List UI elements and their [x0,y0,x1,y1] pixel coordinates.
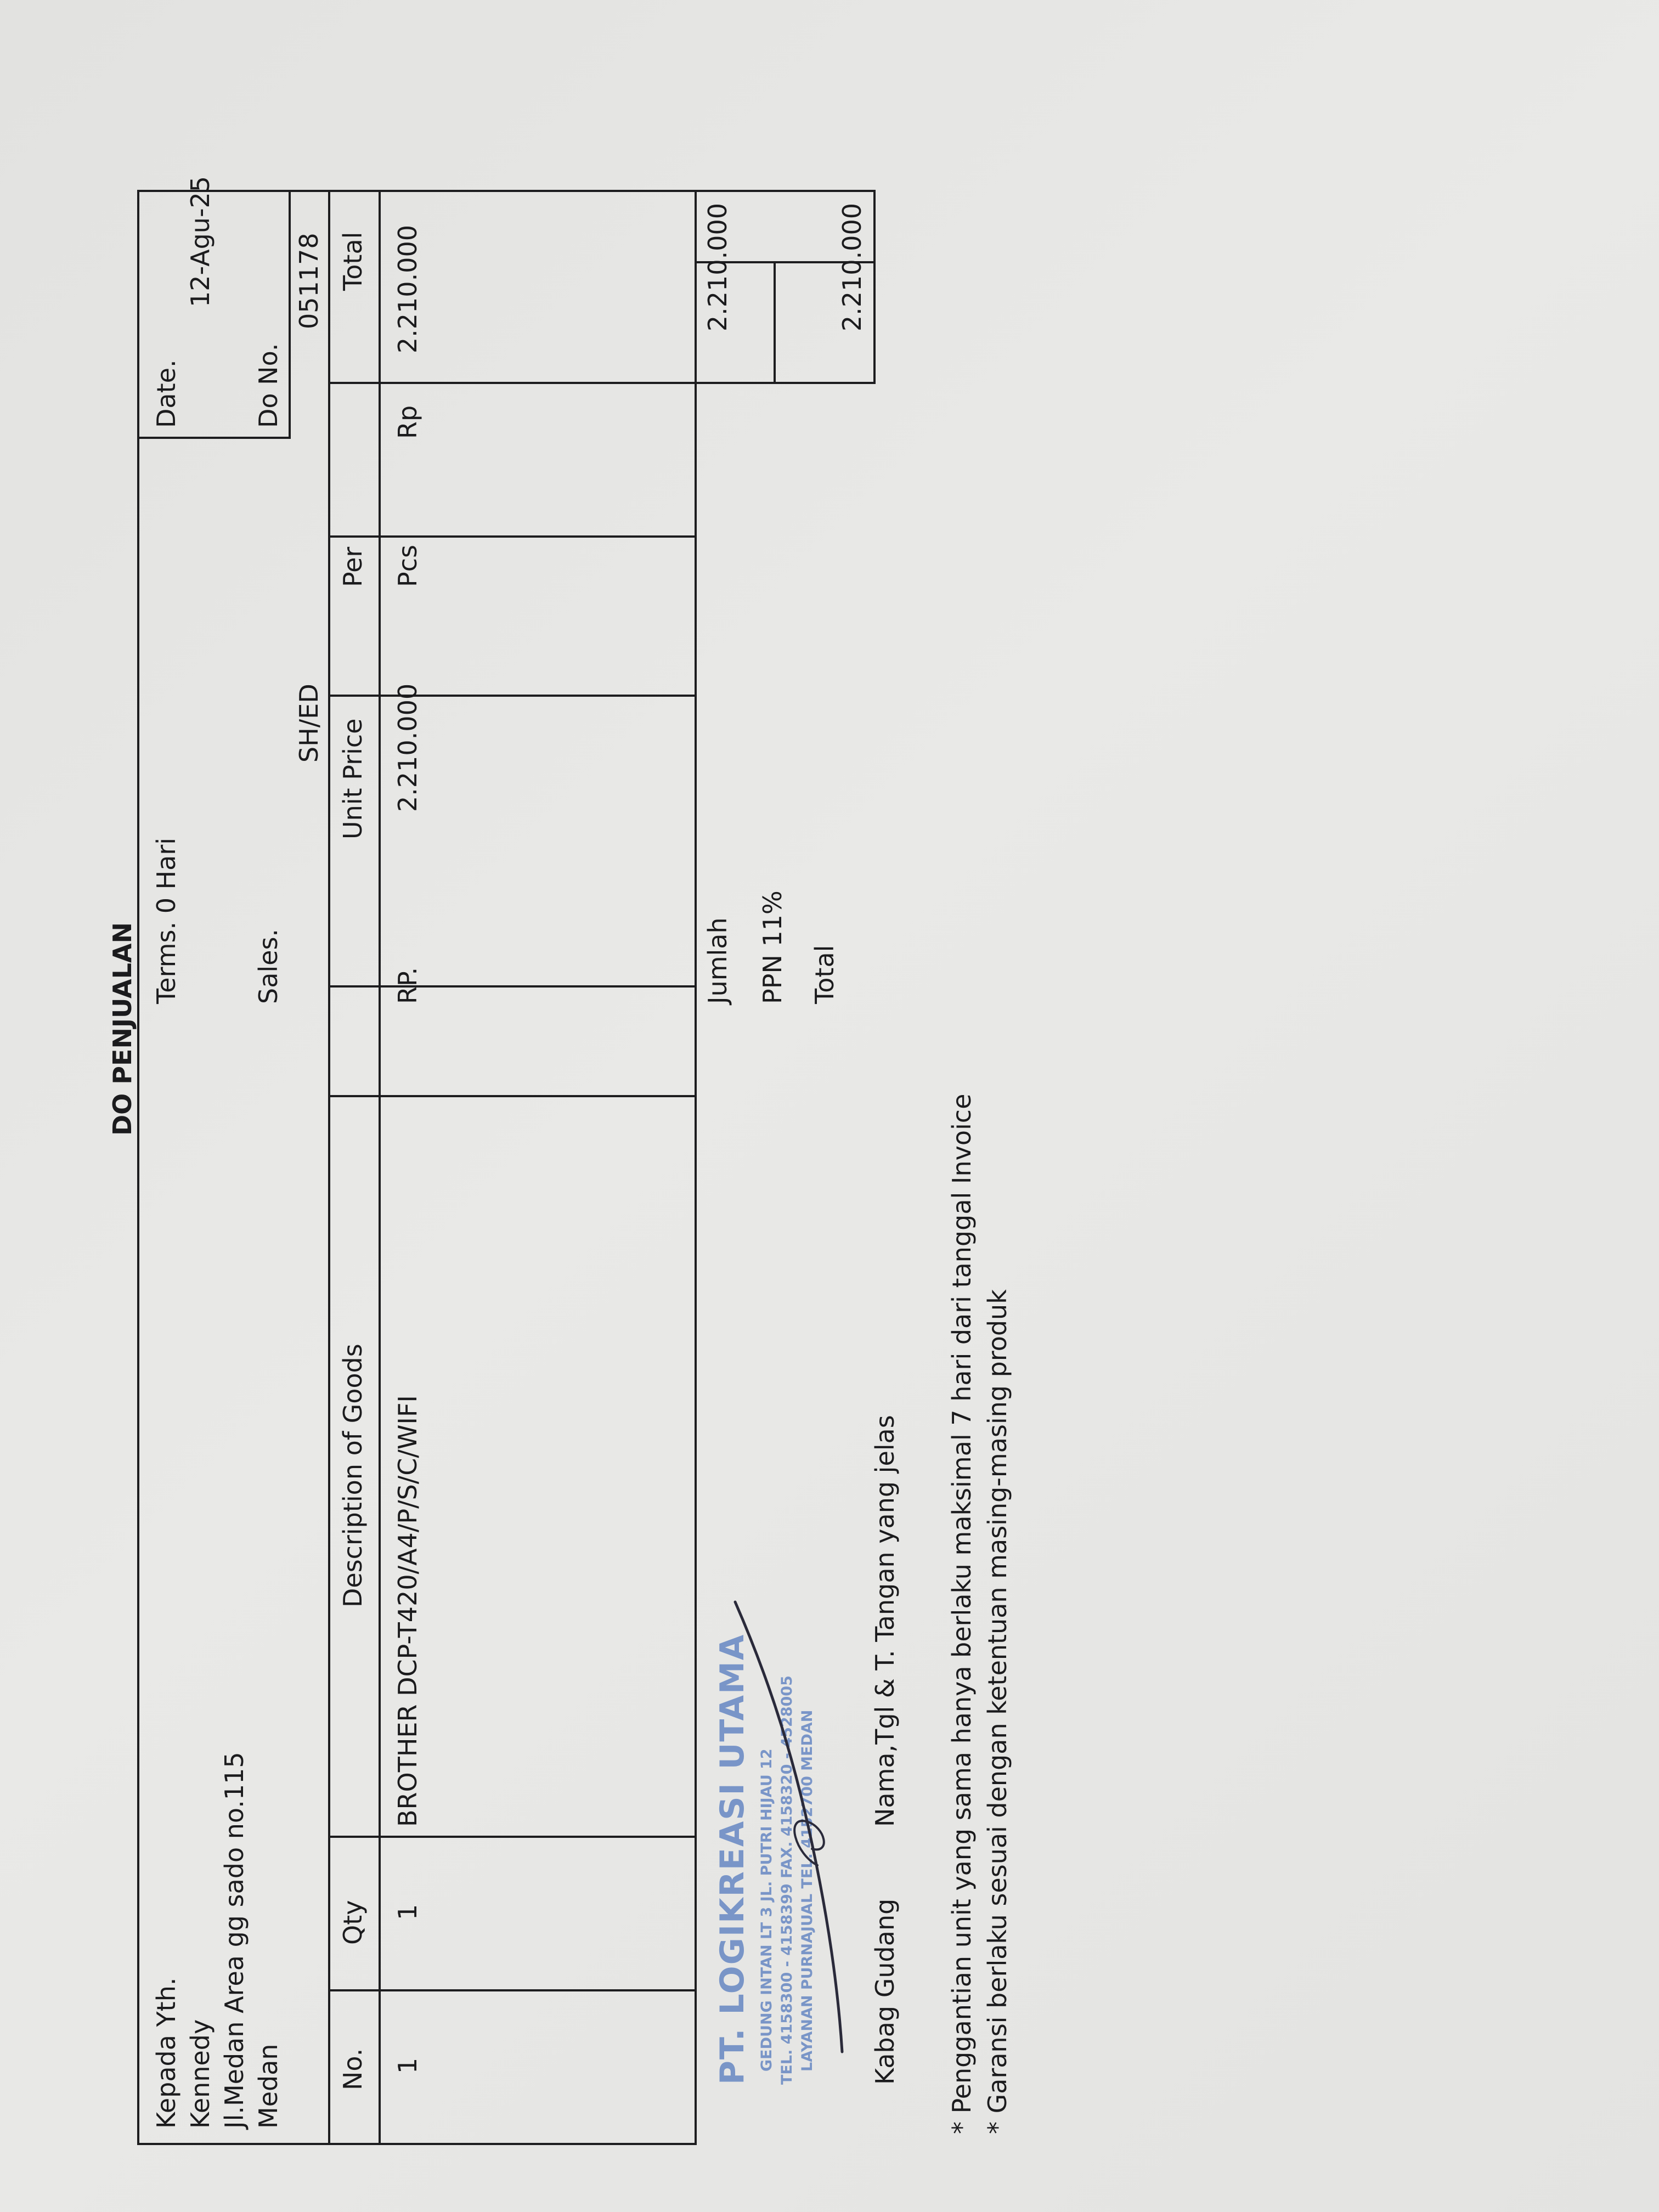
item-currency: RP. [393,967,422,1004]
item-description: BROTHER DCP-T420/A4/P/S/C/WIFI [393,1395,422,1827]
stamp-line-3: LAYANAN PURNAJUAL TEL. 4152700 MEDAN [799,1709,816,2072]
item-no: 1 [393,2057,422,2074]
delivery-order-document [66,71,1629,2156]
col-header-qty: Qty [338,1900,368,1945]
document-title: DO PENJUALAN [108,922,137,1136]
date-label: Date. [151,359,181,428]
col-sep-qty [328,1836,697,1838]
stamp-line-2: TEL. 4158300 - 4158399 FAX. 4158320 - 4528005 [778,1675,795,2085]
ppn-label: PPN 11% [758,890,787,1004]
col-header-total: Total [338,232,368,291]
handwritten-signature [713,1580,878,2074]
col-sep-price [328,985,697,988]
summary-mid-rule [774,261,776,384]
note-warranty: * Garansi berlaku sesuai dengan ketentuan masing-masing produk [983,1289,1012,2134]
signature-left-label: Kabag Gudang [870,1898,900,2085]
header-left-rule [137,2143,697,2145]
stamp-line-1: GEDUNG INTAN LT 3 JL. PUTRI HIJAU 12 [758,1748,775,2072]
item-total: 2.210.000 [393,225,422,354]
sales-code: SH/ED [294,684,324,763]
date-box-left-rule [137,437,291,439]
jumlah-label: Jumlah [703,917,732,1004]
col-sep-desc [328,1095,697,1097]
col-sep-per [328,535,697,538]
header-right-rule [137,190,697,192]
col-sep-no [328,1989,697,1991]
do-number-value: 051178 [294,233,324,329]
signature-right-label: Nama,Tgl & T. Tangan yang jelas [870,1415,900,1827]
table-bottom-rule [695,192,697,2145]
table-top-rule [328,192,330,2145]
sales-label: Sales. [253,928,283,1004]
terms-text: Terms. 0 Hari [151,837,181,1004]
item-unit-price: 2.210.000 [393,683,422,812]
date-box-bottom-rule [289,192,291,439]
col-header-description: Description of Goods [338,1344,368,1607]
item-total-currency: Rp [393,405,422,439]
header-top-rule [137,192,139,2145]
item-qty: 1 [393,1904,422,1920]
recipient-city: Medan [253,2044,283,2129]
stamp-company-name: PT. LOGIKREASI UTAMA [713,1633,752,2085]
col-header-per: Per [338,546,368,587]
total-label: Total [810,945,839,1004]
recipient-name: Kennedy [185,2019,215,2129]
col-sep-total [328,382,697,384]
grand-total-value: 2.210.000 [837,203,867,332]
recipient-heading: Kepada Yth. [151,1977,181,2129]
item-per: Pcs [393,545,422,587]
date-value: 12-Agu-25 [185,176,215,307]
table-header-rule [379,192,381,2145]
col-header-no: No. [338,2048,368,2090]
recipient-address: Jl.Medan Area gg sado no.115 [219,1752,249,2129]
do-number-label: Do No. [253,343,283,428]
summary-left-rule [695,382,876,384]
summary-right-rule [695,190,876,192]
summary-bottom-rule [873,190,876,384]
col-sep-unitprice [328,695,697,697]
jumlah-value: 2.210.000 [703,203,732,332]
note-replacement: * Penggantian unit yang sama hanya berlaku maksimal 7 hari dari tanggal Invoice [947,1093,977,2134]
col-header-unit-price: Unit Price [338,718,368,839]
